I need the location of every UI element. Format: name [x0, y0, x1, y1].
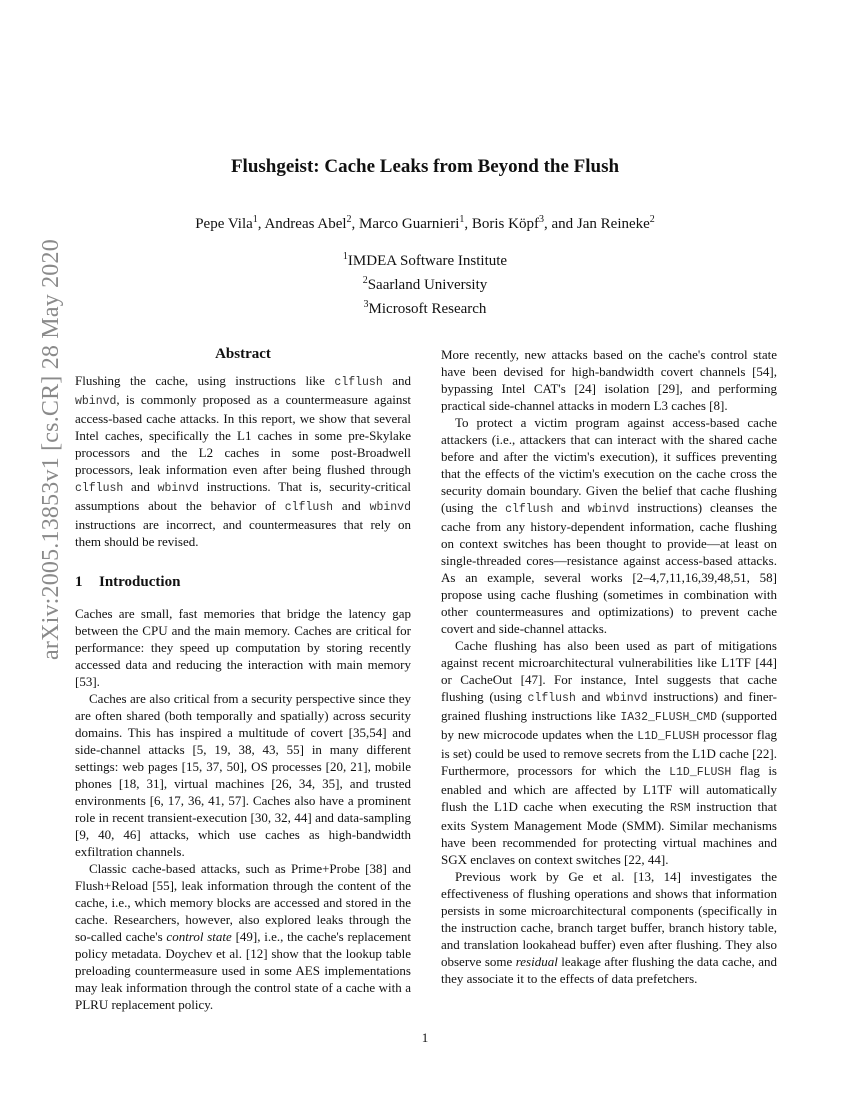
- abstract-heading: Abstract: [215, 346, 271, 362]
- page-number: 1: [421, 1030, 429, 1045]
- section-number: 1: [75, 574, 83, 590]
- paragraph: Classic cache-based attacks, such as Prime+Probe [38] and Flush+Reload [55], leak information through the content of the cache, i.e., which memory blocks are accessed and stored in the cache. Researchers, however, also explored leaks through the so-called cache's control state [49], i.e., the cache's replacement policy metadata. Doychev et al. [12] show that the lookup table preloading countermeasure used in some AES implementations may leak information through the control state of a cache with a PLRU replacement policy.: [75, 861, 412, 1012]
- code-term: L1D_FLUSH: [637, 730, 700, 743]
- abstract-text: Flushing the cache, using instructions like clflush and wbinvd, is commonly proposed as a countermeasure against access-based cache attacks. In this report, we show that several Intel caches, specifically the L1 caches in some pre-Skylake processors and the L2 caches in some post-Broadwell processors, leak information even after being flushed through clflush and wbinvd instructions. That is, security-critical assumptions about the behavior of clflush and wbinvd instructions are incorrect, and countermeasures that rely on them should be revised.: [75, 373, 411, 549]
- code-term: wbinvd: [75, 395, 117, 408]
- right-column: [441, 346, 777, 987]
- code-term: IA32_FLUSH_CMD: [620, 711, 717, 724]
- author-list: Pepe Vila$^1$, Andreas Abel$^2$, Marco Guarnieri$^1$, Boris Köpf$^3$, and Jan Reineke$^2$: [195, 214, 655, 232]
- affiliation-list: [0, 247, 850, 319]
- code-term: clflush: [284, 501, 334, 514]
- code-term: L1D_FLUSH: [669, 766, 732, 779]
- paragraph: To protect a victim program against access-based cache attackers (i.e., attackers that can interact with the shared cache before and after the victim's execution), it suffices preventing that the effects of the victim's execution on the cache cross the security domain boundary. Given the belief that cache flushing (using the clflush and wbinvd instructions) cleanses the cache from any history-dependent information, cache flushing on context switches has been thought to provide—at least on single-threaded cores—resistance against access-based attacks. As an example, several works [2–4,7,11,16,39,48,51, 58] propose using cache flushing (sometimes in combination with other countermeasures and optimizations) to prevent cache covert and side-channel attacks.: [441, 415, 777, 636]
- code-term: wbinvd: [587, 503, 630, 516]
- code-term: RSM: [670, 802, 691, 815]
- author: Boris Köpf$^3$: [471, 214, 544, 232]
- section-title: Introduction: [99, 574, 181, 590]
- paragraph: Previous work by Ge et al. [13, 14] investigates the effectiveness of flushing operations and shows that information persists in some microarchitectural components (specifically in the instruction cache, branch target buffer, branch history table, and translation lookahead buffer) even after flushing. They also observe some residual leakage after flushing the data cache, and they associate it to the effects of data prefetchers.: [441, 869, 777, 986]
- paper-title: Flushgeist: Cache Leaks from Beyond the Flush: [230, 156, 620, 177]
- section-heading-introduction: [75, 574, 411, 591]
- author: Marco Guarnieri$^1$: [359, 214, 465, 232]
- author: Pepe Vila$^1$: [195, 214, 258, 232]
- paragraph: More recently, new attacks based on the cache's control state have been devised for high-bandwidth covert channels [54], bypassing Intel CAT's [24] isolation [29], and performing practical side-channel attacks in modern L3 caches [8].: [441, 347, 777, 413]
- code-term: clflush: [75, 482, 124, 495]
- affiliation: $^3$Microsoft Research: [363, 299, 487, 317]
- author: Jan Reineke$^2$: [576, 214, 655, 232]
- code-term: wbinvd: [157, 482, 199, 495]
- code-term: clflush: [334, 376, 383, 389]
- code-term: clflush: [527, 692, 576, 705]
- code-term: clflush: [505, 503, 554, 516]
- emphasis: residual: [515, 954, 558, 969]
- paragraph: Caches are small, fast memories that bridge the latency gap between the CPU and the main memory. Caches are critical for performance: they speed up computation by storing recently accessed data and reducing the interaction with main memory [53].: [75, 606, 411, 689]
- arxiv-stamp: arXiv:2005.13853v1 [cs.CR] 28 May 2020: [38, 239, 64, 660]
- left-column: [75, 346, 411, 1013]
- code-term: wbinvd: [369, 501, 411, 514]
- emphasis: control state: [166, 929, 232, 944]
- code-term: wbinvd: [606, 692, 648, 705]
- affiliation: $^1$IMDEA Software Institute: [342, 251, 508, 269]
- paragraph: Cache flushing has also been used as part of mitigations against recent microarchitectural vulnerabilities like L1TF [44] or CacheOut [47]. For instance, Intel suggests that cache flushing (using clflush and wbinvd instructions) and finer-grained flushing instructions like IA32_FLUSH_CMD (supported by new microcode updates when the L1D_FLUSH processor flag is set) could be used to remove secrets from the L1D cache [22]. Furthermore, processors for which the L1D_FLUSH flag is enabled and which are affected by L1TF will automatically flush the L1D cache when executing the RSM instruction that exits System Management Mode (SMM). Similar mechanisms have been recommended for protecting virtual machines and SGX enclaves on context switches [22, 44].: [441, 638, 777, 867]
- affiliation: $^2$Saarland University: [362, 275, 488, 293]
- paragraph: Caches are also critical from a security perspective since they are often shared (both temporally and spatially) across security domains. This has inspired a multitude of covert [35,54] and side-channel attacks [5, 19, 38, 43, 55] in many different settings: web pages [15, 37, 50], OS processes [20, 21], mobile phones [18, 31], virtual machines [26, 34, 35], and trusted environments [6, 17, 36, 41, 57]. Caches also have a prominent role in recent transient-execution [30, 32, 44] and data-sampling [9, 40, 46] attacks, which use caches as high-bandwidth exfiltration channels.: [75, 691, 411, 859]
- author: Andreas Abel$^2$: [264, 214, 352, 232]
